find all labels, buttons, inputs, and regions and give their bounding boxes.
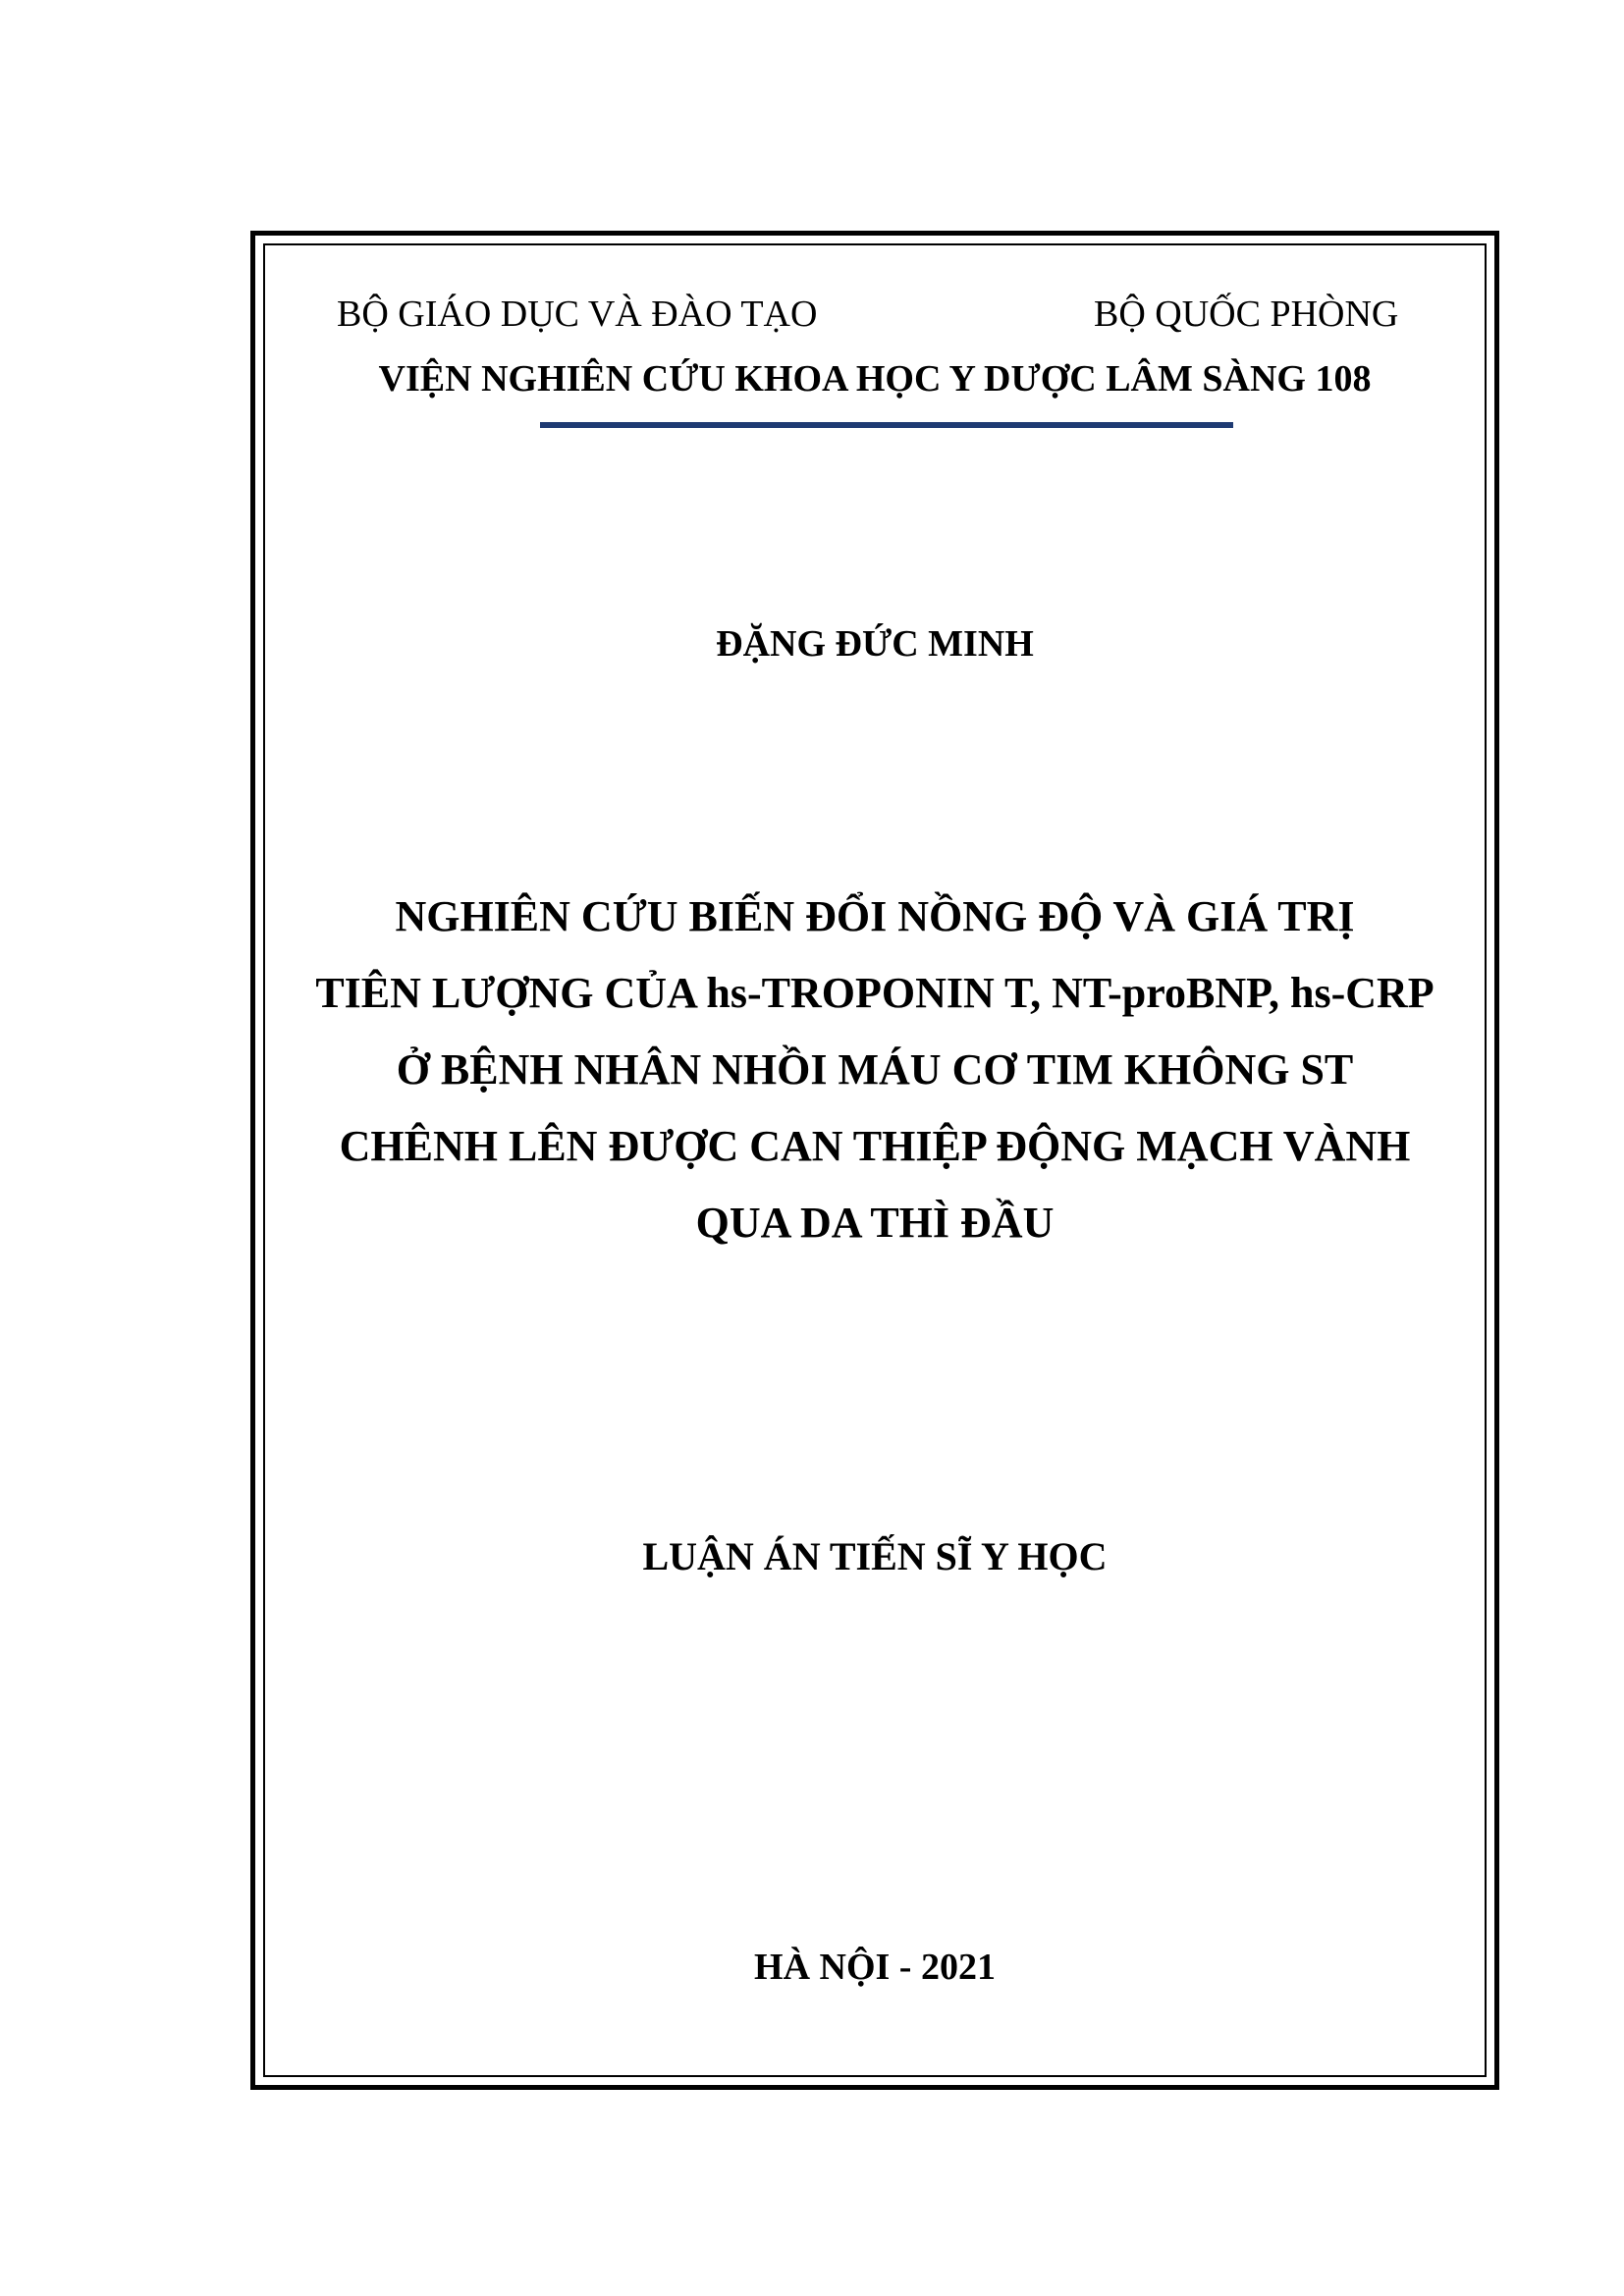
thesis-title-line-1: NGHIÊN CỨU BIẾN ĐỔI NỒNG ĐỘ VÀ GIÁ TRỊ	[395, 892, 1355, 940]
thesis-title-line-5: QUA DA THÌ ĐẦU	[695, 1199, 1055, 1247]
thesis-title-line-2: TIÊN LƯỢNG CỦA hs-TROPONIN T, NT-proBNP, hs-CRP	[315, 969, 1435, 1017]
ministry-education: BỘ GIÁO DỤC VÀ ĐÀO TẠO	[337, 294, 818, 335]
thesis-title-line-3: Ở BỆNH NHÂN NHỒI MÁU CƠ TIM KHÔNG ST	[396, 1045, 1354, 1094]
header-rule	[540, 422, 1233, 428]
thesis-title-line-4: CHÊNH LÊN ĐƯỢC CAN THIỆP ĐỘNG MẠCH VÀNH	[339, 1122, 1411, 1170]
institute-name: VIỆN NGHIÊN CỨU KHOA HỌC Y DƯỢC LÂM SÀNG 108	[378, 358, 1372, 400]
place-year: HÀ NỘI - 2021	[754, 1947, 996, 1988]
author-name: ĐẶNG ĐỨC MINH	[716, 623, 1034, 665]
degree-type: LUẬN ÁN TIẾN SĨ Y HỌC	[642, 1534, 1108, 1578]
ministry-defense: BỘ QUỐC PHÒNG	[1094, 294, 1399, 335]
